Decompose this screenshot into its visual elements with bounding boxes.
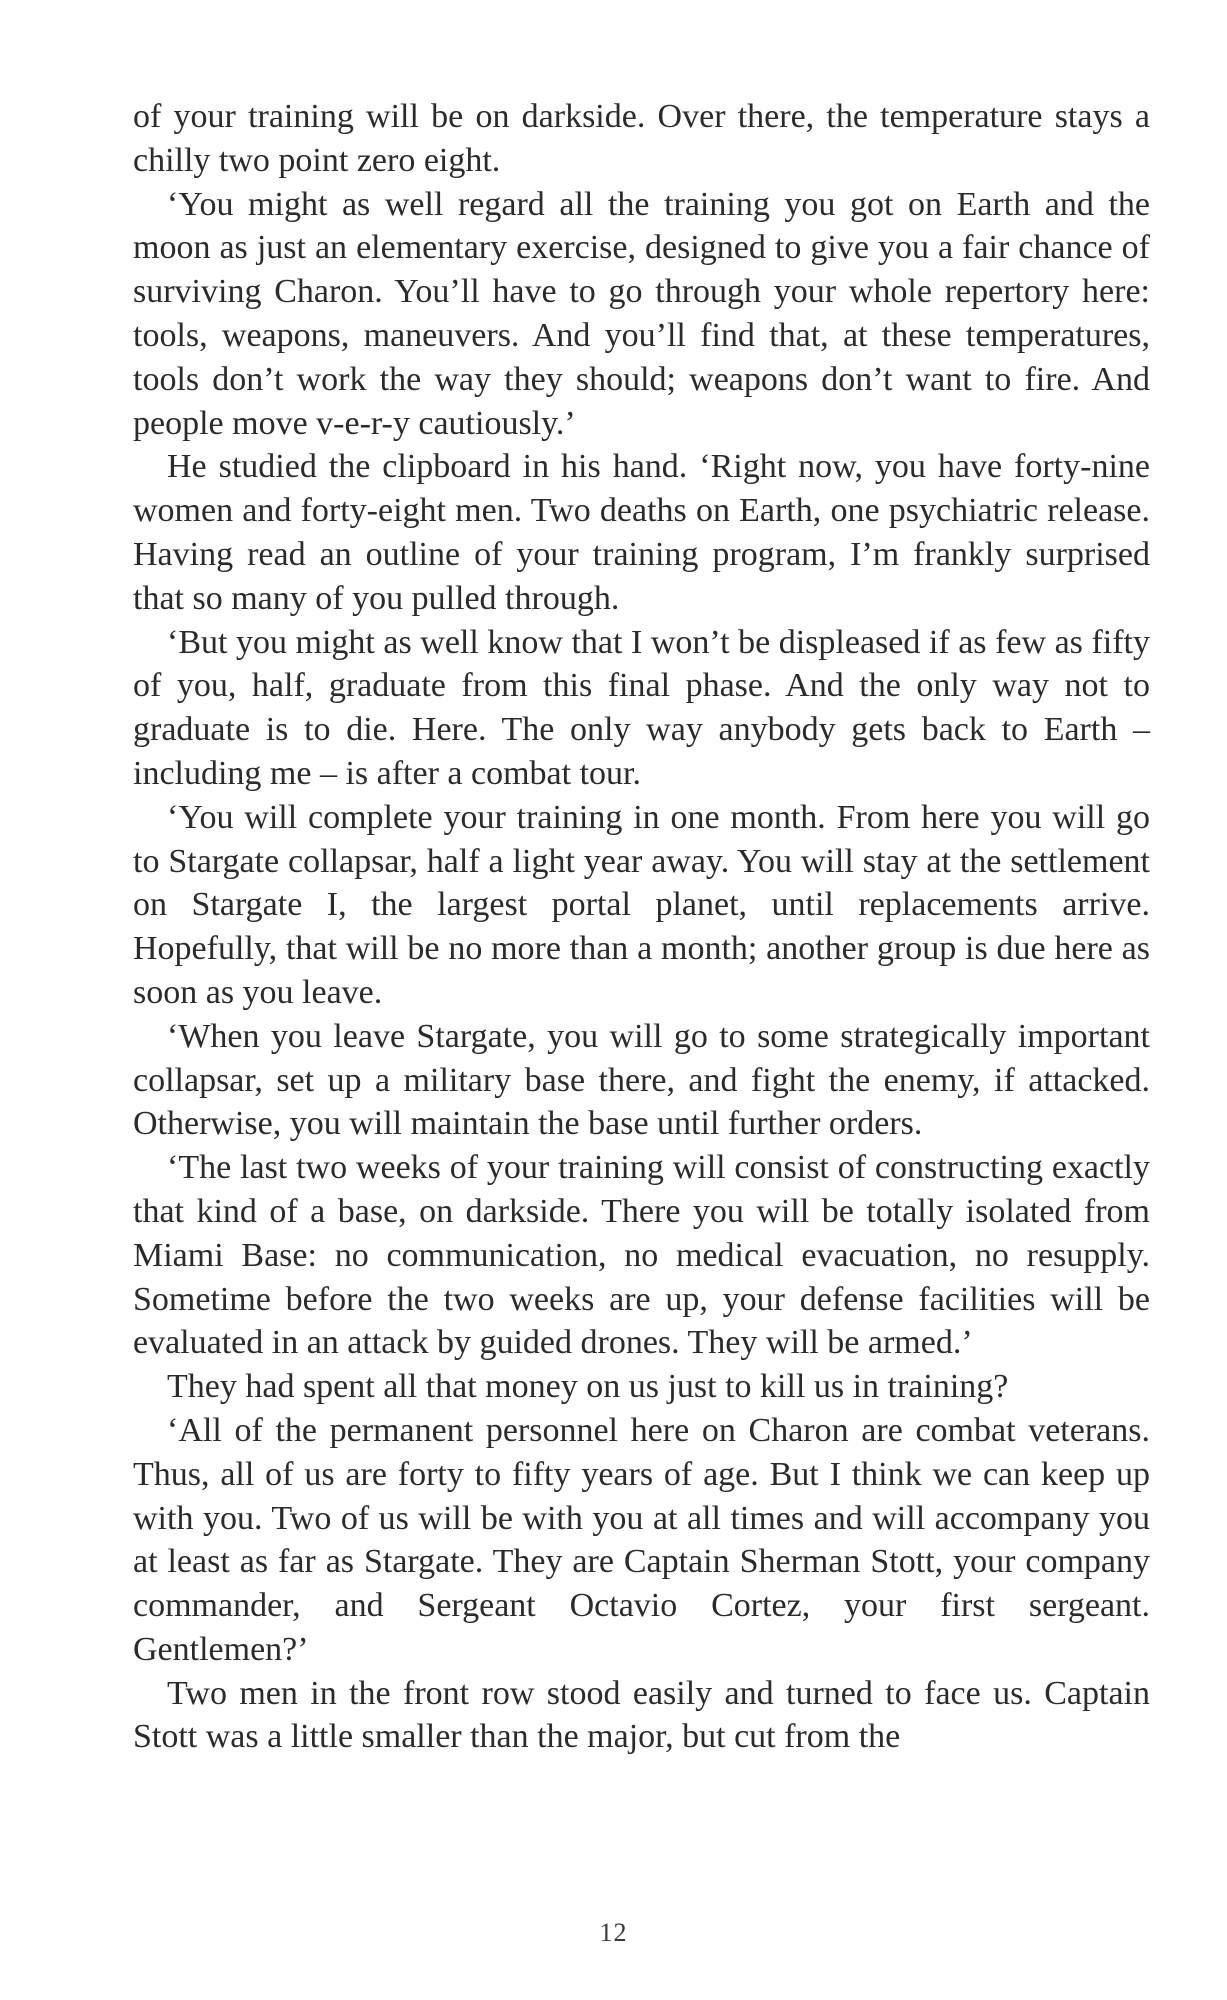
- paragraph-7: ‘The last two weeks of your training will consist of constructing exactly that kind of a base, on darkside. There you will be totally isolated from Miami Base: no communication, no medical evacuation, no resupply. Sometime before the two weeks are up, your defense facilities will be evaluated in an attack by guided drones. They will be armed.’: [133, 1149, 1150, 1362]
- paragraph-8: They had spent all that money on us just to kill us in training?: [167, 1368, 1009, 1406]
- paragraph-1: of your training will be on darkside. Over there, the temperature stays a chilly two point zero eight.: [133, 98, 1150, 179]
- paragraph-4: ‘But you might as well know that I won’t be displeased if as few as fifty of you, half, graduate from this final phase. And the only way not to graduate is to die. Here. The only way anybody gets back to Earth – including me – is after a combat tour.: [133, 623, 1150, 792]
- paragraph-5: ‘You will complete your training in one month. From here you will go to Stargate collapsar, half a light year away. You will stay at the settlement on Stargate I, the largest portal planet, until replacements arrive. Hopefully, that will be no more than a month; another group is due here as soon as you leave.: [133, 798, 1150, 1011]
- paragraph-6: ‘When you leave Stargate, you will go to some strategically important collapsar, set up a military base there, and fight the enemy, if attacked. Otherwise, you will maintain the base until further orders.: [133, 1017, 1150, 1143]
- paragraph-2: ‘You might as well regard all the training you got on Earth and the moon as just an elementary exercise, designed to give you a fair chance of surviving Charon. You’ll have to go through your whole repertory here: tools, weapons, maneuvers. And you’ll find that, at these temperatures, tools don’t work the way they should; weapons don’t want to fire. And people move v-e-r-y cautiously.’: [133, 185, 1150, 442]
- page-number: 12: [599, 1918, 628, 1947]
- page-body: [133, 95, 1150, 1759]
- paragraph-3: He studied the clipboard in his hand. ‘Right now, you have forty-nine women and forty-eight men. Two deaths on Earth, one psychiatric release. Having read an outline of your training program, I’m frankly surprised that so many of you pulled through.: [133, 448, 1150, 617]
- paragraph-10: Two men in the front row stood easily and turned to face us. Captain Stott was a little smaller than the major, but cut from the: [133, 1674, 1150, 1756]
- paragraph-9: ‘All of the permanent personnel here on Charon are combat veterans. Thus, all of us are forty to fifty years of age. But I think we can keep up with you. Two of us will be with you at all times and will accompany you at least as far as Stargate. They are Captain Sherman Stott, your company commander, and Sergeant Octavio Cortez, your first sergeant. Gentlemen?’: [133, 1411, 1150, 1668]
